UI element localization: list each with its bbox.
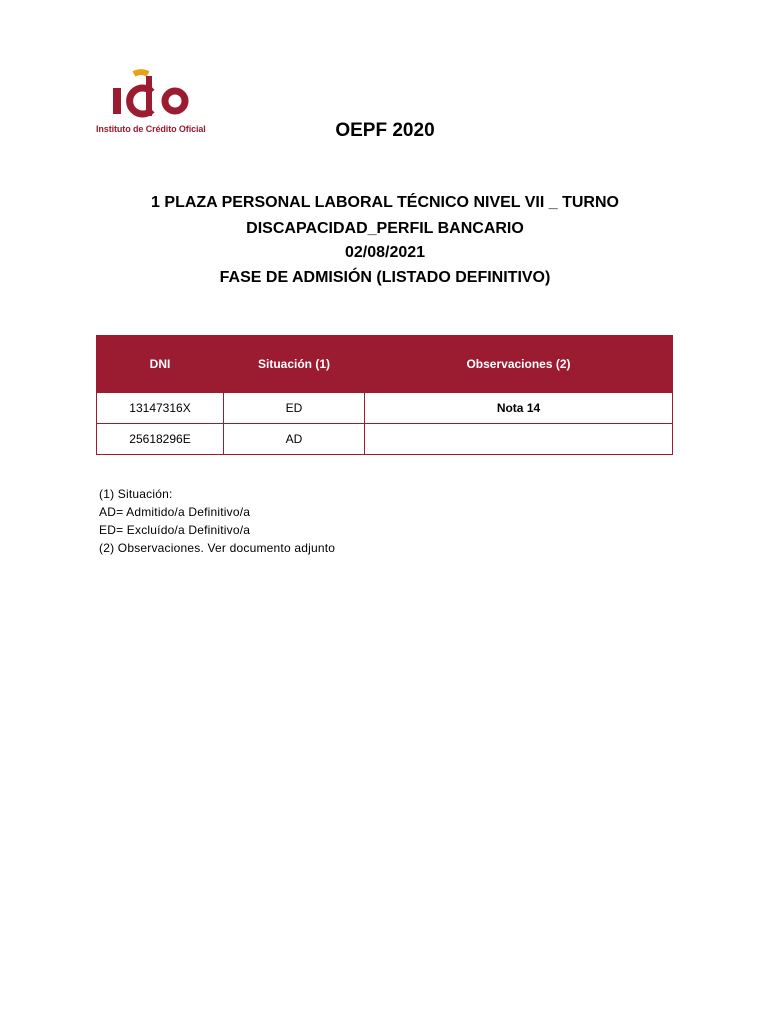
page-subtitle: 1 PLAZA PERSONAL LABORAL TÉCNICO NIVEL VII _ TURNO DISCAPACIDAD_PERFIL BANCARIO [151, 194, 619, 237]
footnote-line: (2) Observaciones. Ver documento adjunto [99, 541, 336, 555]
logo-caption: Instituto de Crédito Oficial [96, 124, 206, 134]
page-title: OEPF 2020 [335, 120, 435, 141]
results-table [96, 335, 673, 455]
cell-dni: 25618296E [97, 424, 224, 455]
column-header-dni: DNI [97, 336, 224, 393]
ico-logo-icon [96, 66, 216, 124]
cell-observaciones [365, 424, 673, 455]
table-row [97, 424, 673, 455]
cell-dni: 13147316X [97, 393, 224, 424]
footnote-line: AD= Admitido/a Definitivo/a [99, 505, 251, 519]
column-header-situacion: Situación (1) [224, 336, 365, 393]
table-header-row [97, 336, 673, 393]
footnote-line: (1) Situación: [99, 487, 173, 501]
cell-situacion: AD [224, 424, 365, 455]
cell-observaciones: Nota 14 [365, 393, 673, 424]
cell-situacion: ED [224, 393, 365, 424]
page-date: 02/08/2021 [344, 244, 426, 261]
footnotes [99, 485, 499, 557]
ico-logo [96, 66, 216, 142]
footnote-line: ED= Excluído/a Definitivo/a [99, 523, 251, 537]
page-phase: FASE DE ADMISIÓN (LISTADO DEFINITIVO) [219, 269, 551, 286]
table-row [97, 393, 673, 424]
column-header-observaciones: Observaciones (2) [365, 336, 673, 393]
